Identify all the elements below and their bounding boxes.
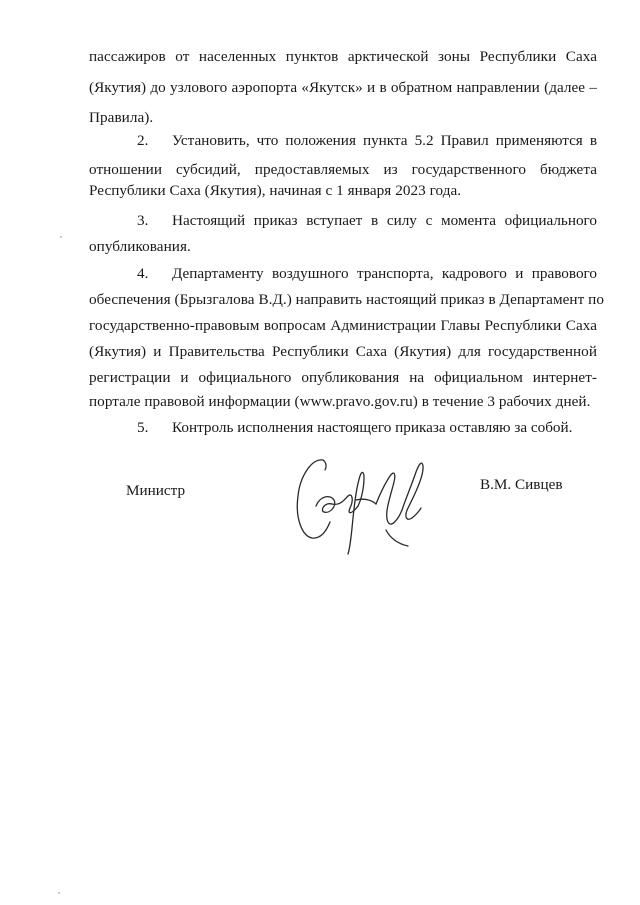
item-4-line-2: обеспечения (Брызгалова В.Д.) направить настоящий приказ в Департамент по [89, 291, 604, 308]
item-4-line-6: портале правовой информации (www.pravo.gov.ru) в течение 3 рабочих дней. [89, 393, 591, 410]
item-2-line-2: отношении субсидий, предоставляемых из государственного бюджета [89, 161, 597, 178]
item-2-number: 2. [137, 132, 149, 149]
item-3-line-1: Настоящий приказ вступает в силу с момента официального [172, 212, 597, 229]
scan-speck [60, 236, 62, 238]
item-5-number: 5. [137, 419, 149, 436]
item-4-line-5: регистрации и официального опубликования на официальном интернет- [89, 369, 597, 386]
scan-speck [58, 892, 60, 894]
item-3-number: 3. [137, 212, 149, 229]
item-3-line-2: опубликования. [89, 238, 191, 255]
intro-line-1: пассажиров от населенных пунктов арктической зоны Республики Саха [89, 48, 597, 65]
item-4-line-1: Департаменту воздушного транспорта, кадрового и правового [172, 265, 597, 282]
intro-line-2: (Якутия) до узлового аэропорта «Якутск» и в обратном направлении (далее – [89, 79, 597, 96]
item-4-line-4: (Якутия) и Правительства Республики Саха (Якутия) для государственной [89, 343, 597, 360]
signatory-position: Министр [126, 482, 186, 499]
item-4-number: 4. [137, 265, 149, 282]
handwritten-signature [290, 448, 435, 558]
item-5-line-1: Контроль исполнения настоящего приказа оставляю за собой. [172, 419, 573, 436]
item-4-line-3: государственно-правовым вопросам Администрации Главы Республики Саха [89, 317, 597, 334]
item-2-line-1: Установить, что положения пункта 5.2 Правил применяются в [172, 132, 597, 149]
signatory-name: В.М. Сивцев [480, 476, 563, 493]
intro-line-3: Правила). [89, 109, 154, 126]
item-2-line-3: Республики Саха (Якутия), начиная с 1 января 2023 года. [89, 182, 462, 199]
